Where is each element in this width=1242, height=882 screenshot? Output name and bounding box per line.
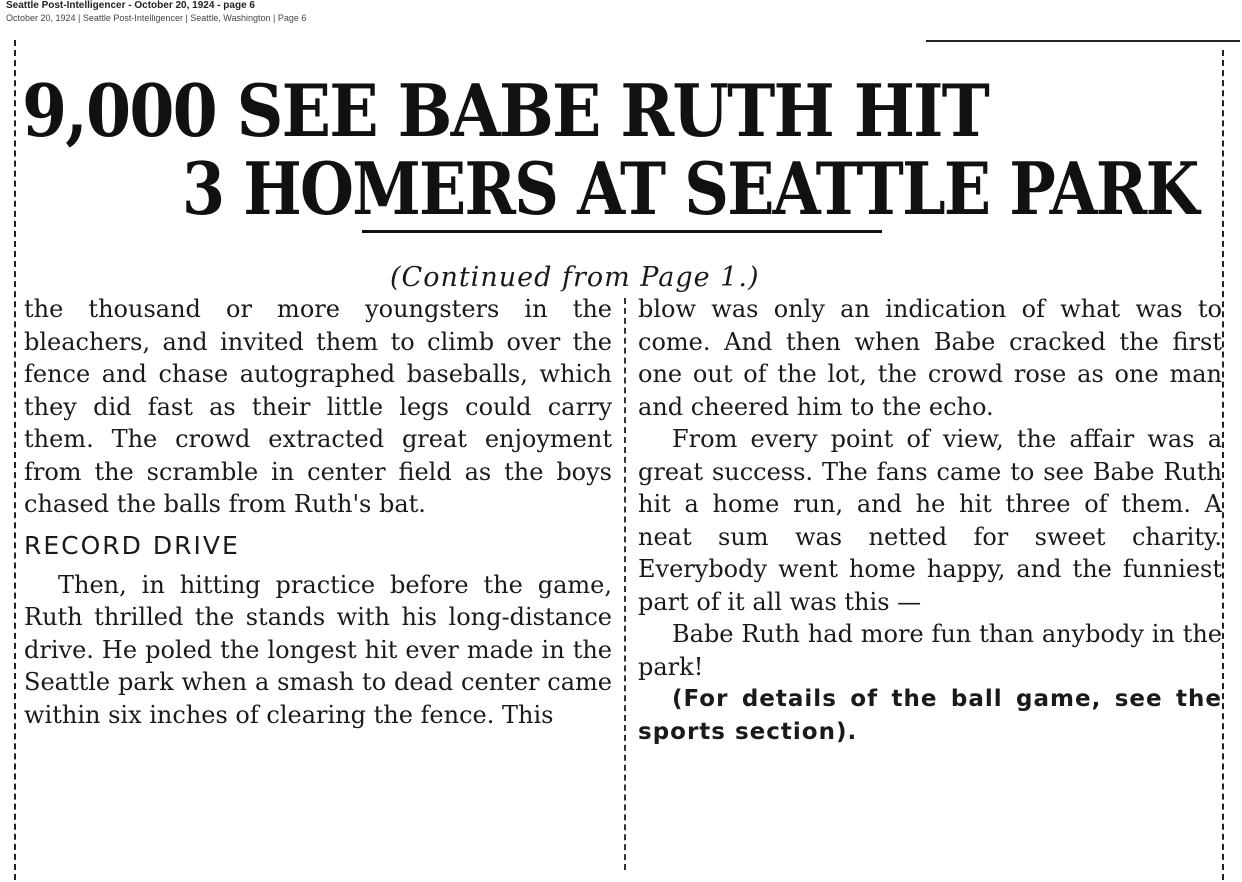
right-paragraph-2: From every point of view, the affair was a great success. The fans came to see Babe Ruth hit a home run, and he hit three of them. A neat sum was netted for sweet charity. Everybody went home happy, and the funniest part of it all was this — bbox=[638, 425, 1222, 616]
clipping-left-edge bbox=[14, 40, 16, 880]
page-title: Seattle Post-Intelligencer - October 20, 1924 - page 6 bbox=[6, 0, 255, 11]
left-paragraph-2: Then, in hitting practice before the game, Ruth thrilled the stands with his long-distance drive. He poled the longest hit ever made in the Seattle park when a smash to dead center came within six inches of clearing the fence. This bbox=[24, 570, 612, 729]
newspaper-clipping bbox=[14, 40, 1224, 880]
subheading: RECORD DRIVE bbox=[24, 530, 240, 560]
continued-note: (Continued from Page 1.) bbox=[390, 262, 760, 293]
headline-line-2: 3 HOMERS AT SEATTLE PARK bbox=[182, 146, 1198, 231]
top-rule bbox=[926, 40, 1240, 42]
right-column bbox=[638, 293, 1222, 748]
headline-line-1: 9,000 SEE BABE RUTH HIT bbox=[22, 68, 989, 153]
column-divider bbox=[624, 298, 626, 870]
right-paragraph-3: Babe Ruth had more fun than anybody in the park! bbox=[638, 620, 1222, 681]
clipping-right-edge bbox=[1222, 50, 1224, 880]
page-header bbox=[6, 0, 306, 24]
left-column bbox=[24, 293, 612, 731]
right-paragraph-4: (For details of the ball game, see the sports section). bbox=[638, 686, 1222, 745]
page-citation: October 20, 1924 | Seattle Post-Intelligencer | Seattle, Washington | Page 6 bbox=[6, 12, 307, 23]
right-paragraph-1: blow was only an indication of what was to come. And then when Babe cracked the first one out of the lot, the crowd rose as one man and cheered him to the echo. bbox=[638, 295, 1222, 421]
left-paragraph-1: the thousand or more youngsters in the bleachers, and invited them to climb over the fence and chase autographed baseballs, which they did fast as their little legs could carry them. The crowd extracted great enjoyment from the scramble in center field as the boys chased the balls from Ruth's bat. bbox=[24, 295, 612, 518]
headline-rule bbox=[362, 230, 882, 233]
